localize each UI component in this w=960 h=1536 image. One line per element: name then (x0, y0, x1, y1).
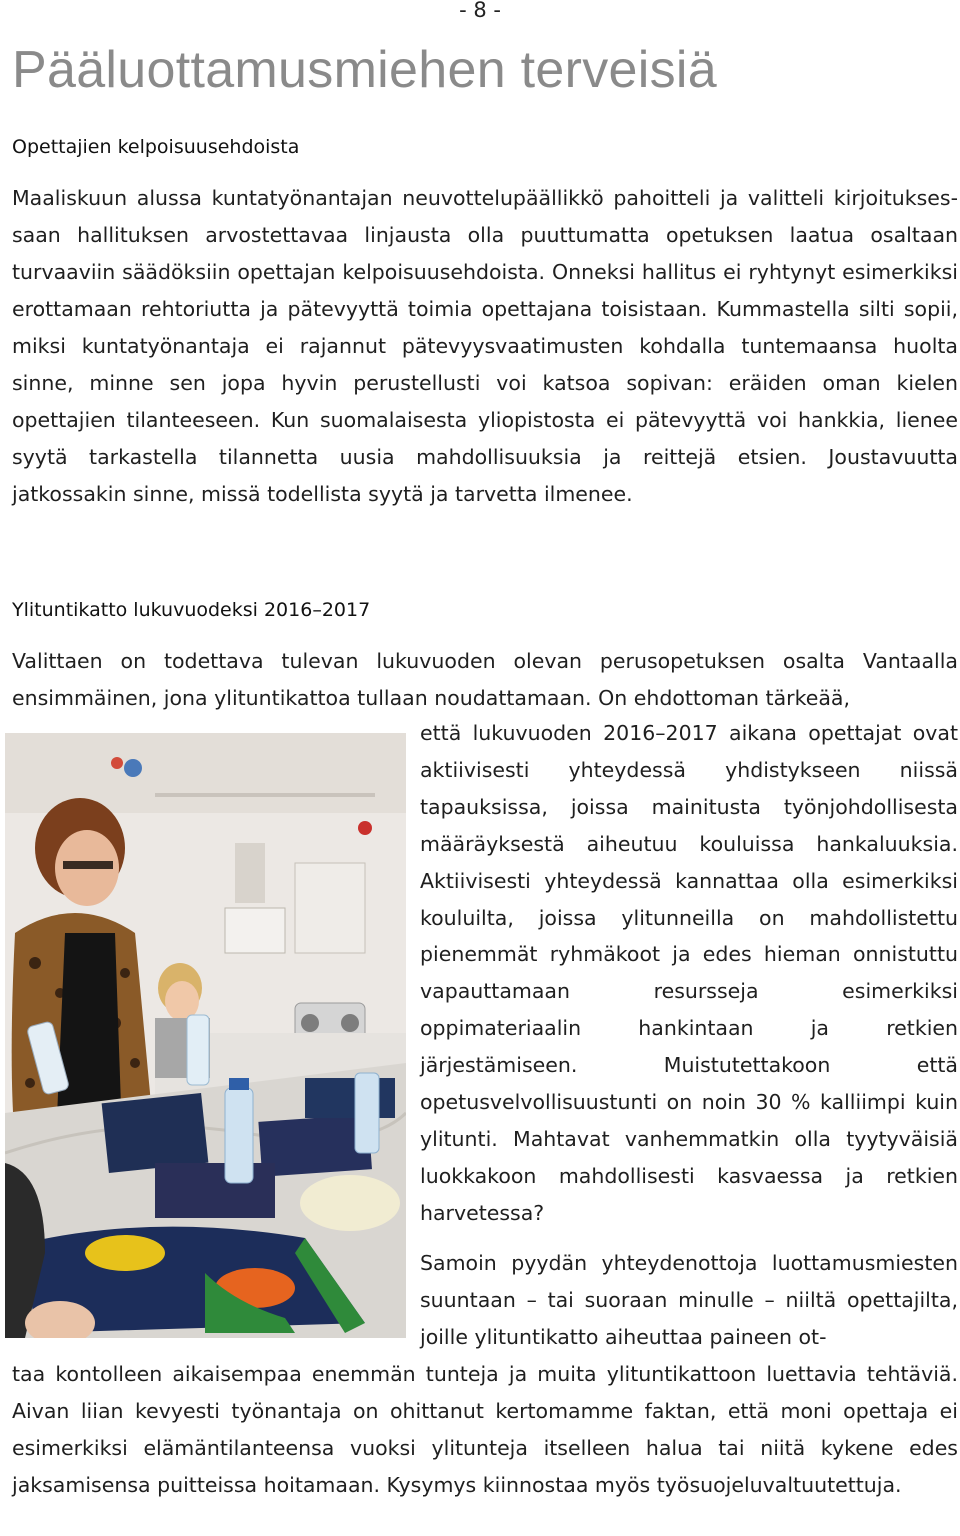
page-title: Pääluottamusmiehen terveisiä (12, 41, 717, 99)
closing-column-paragraph: Samoin pyydän yhteydenottoja luottamusmiesten suuntaan – tai suoraan minulle – niiltä opettajilta, joille ylituntikatto aiheuttaa paineen ot- (420, 1251, 958, 1349)
felt-making-class-photo (5, 733, 406, 1338)
overtime-column-paragraph: että lukuvuoden 2016–2017 aikana opettajat ovat aktiivisesti yhteydessä yhdistykseen niissä tapauksissa, joissa mainitusta työnjohdollisesta määräyksestä aiheutuu kouluissa hankaluuksia. Aktiivisesti yhteydessä kannattaa olla esimerkiksi kouluilta, joissa ylitunneilla on mahdollistettu pienemmät ryhmäkoot ja edes hieman onnistuttu vapauttamaan resursseja esimerkiksi oppimateriaalin hankintaan ja retkien järjestämiseen. Muistutettakoon että opetusvelvollisuustunti on noin 30 % kalliimpi kuin ylitunti. Mahtavat vanhemmatkin olla tyytyväisiä luokkakoon mahdollisesti kasvaessa ja retkien harvetessa? (420, 721, 958, 1225)
section-heading-overtime-cap: Ylituntikatto lukuvuodeksi 2016–2017 (12, 599, 371, 621)
section-heading-qualifications: Opettajien kelpoisuusehdoista (12, 136, 300, 158)
overtime-intro-paragraph: Valittaen on todettava tulevan lukuvuoden olevan perusopetuksen osalta Vantaalla ensimmäinen, jona ylituntikattoa tullaan noudattamaan. On ehdottoman tärkeää, (12, 649, 958, 710)
closing-full-paragraph: taa kontolleen aikaisempaa enemmän tunteja ja muita ylituntikattoon luettavia tehtäviä. Aivan liian kevyesti työnantaja on ohittanut kertomamme faktan, että moni opettaja ei esimerkiksi elämäntilanteensa vuoksi ylitunteja itselleen halua tai niitä kykene edes jaksamisensa puitteissa hoitamaan. Kysymys kiinnostaa myös työsuojeluvaltuutettuja. (12, 1362, 958, 1497)
qualifications-paragraph: Maaliskuun alussa kuntatyönantajan neuvottelupäällikkö pahoitteli ja valitteli kirjoituksessaan hallituksen arvostettavaa linjausta olla puuttumatta opetuksen laatua osaltaan turvaaviin säädöksiin opettajan kelpoisuusehdoista. Onneksi hallitus ei ryhtynyt esimerkiksi erottamaan rehtoriutta ja pätevyyttä toimia opettajana toisistaan. Kummastella silti sopii, miksi kuntatyönantaja ei rajannut pätevyysvaatimusten kohdalla tuntemaansa huolta sinne, minne sen jopa hyvin perustellusti voi katsoa sopivan: eräiden oman kielen opettajien tilanteeseen. Kun suomalaisesta yliopistosta ei pätevyyttä voi hankkia, lienee syytä tarkastella tilannetta uusia mahdollisuuksia ja reittejä etsien. Joustavuutta jatkossakin sinne, missä todellista syytä ja tarvetta ilmenee. (12, 186, 958, 506)
page-number: - 8 - (459, 0, 501, 22)
